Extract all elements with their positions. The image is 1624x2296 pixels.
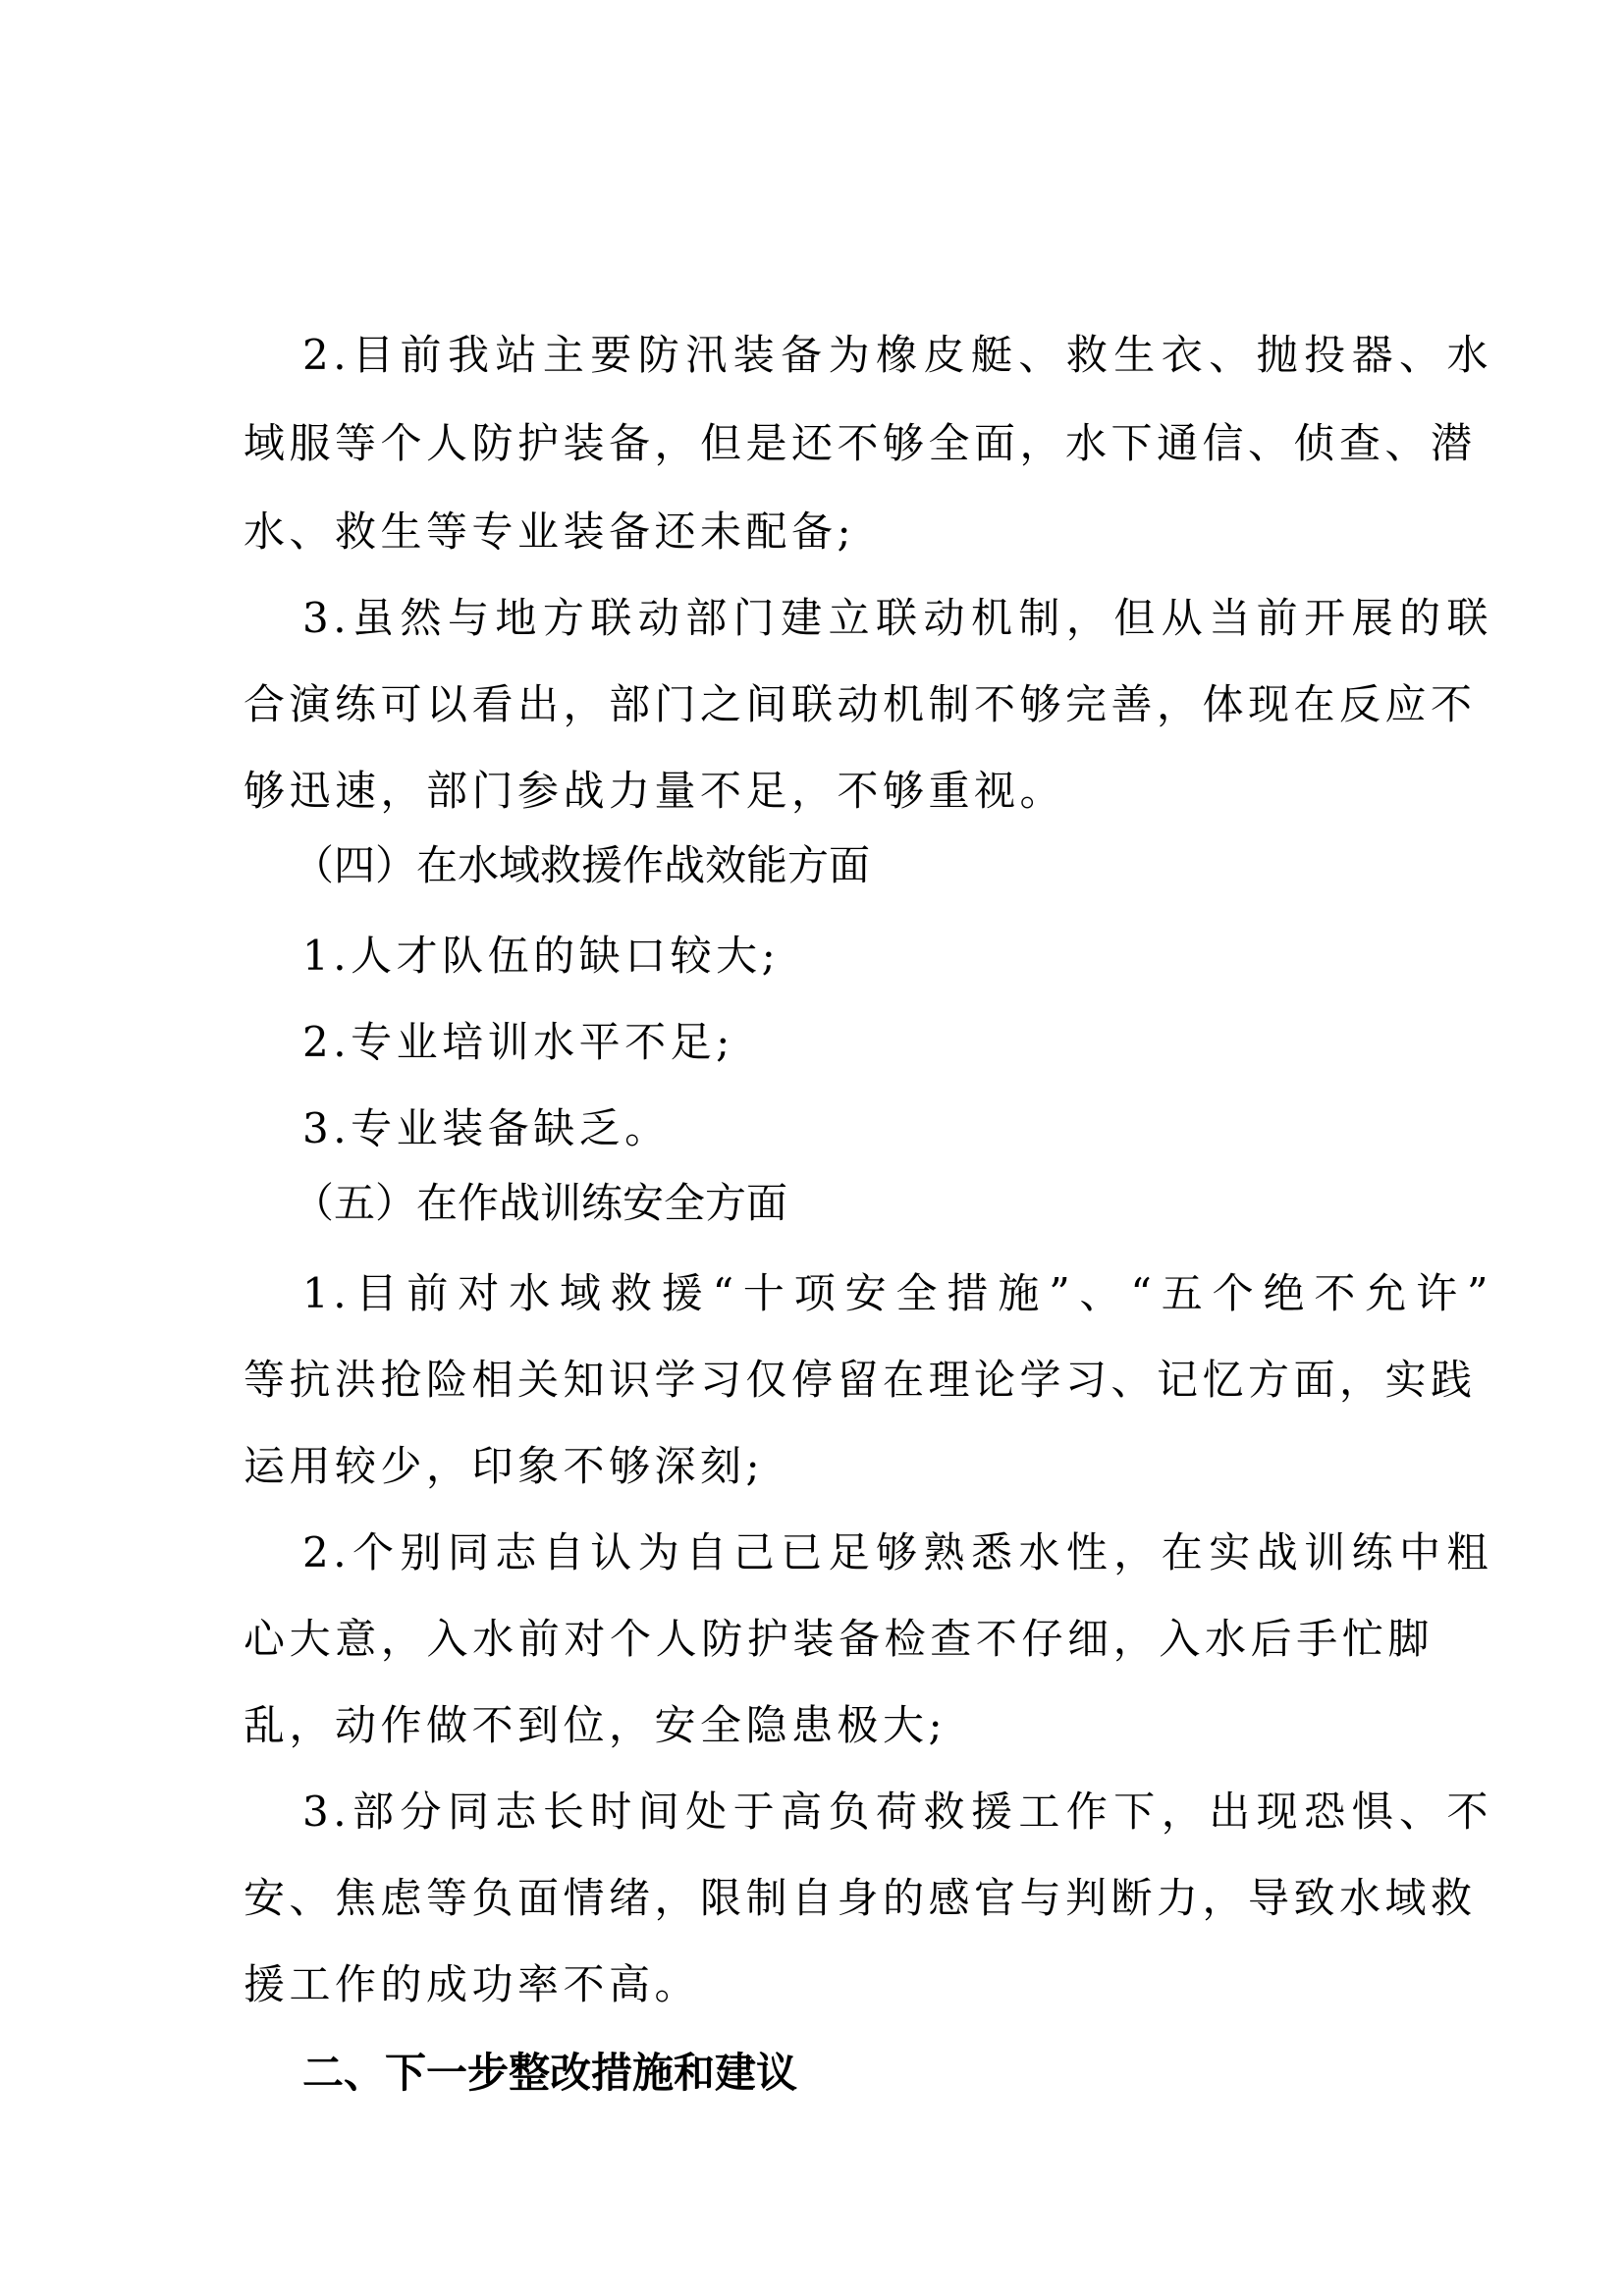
paragraph-equipment-line-1: 2.目前我站主要防汛装备为橡皮艇、救生衣、抛投器、水	[302, 331, 1492, 379]
paragraph-safety-3-line-3: 援工作的成功率不高。	[244, 1960, 701, 2008]
section-heading-next-steps: 二、下一步整改措施和建议	[302, 2049, 798, 2097]
paragraph-safety-2-line-3: 乱，动作做不到位，安全隐患极大;	[244, 1701, 947, 1749]
paragraph-safety-3-line-1: 3.部分同志长时间处于高负荷救援工作下，出现恐惧、不	[302, 1788, 1492, 1836]
paragraph-safety-2-line-2: 心大意，入水前对个人防护装备检查不仔细，入水后手忙脚	[244, 1615, 1434, 1663]
paragraph-safety-2-line-1: 2.个别同志自认为自己已足够熟悉水性，在实战训练中粗	[302, 1528, 1492, 1576]
paragraph-safety-1-line-2: 等抗洪抢险相关知识学习仅停留在理论学习、记忆方面，实践	[244, 1356, 1477, 1404]
paragraph-safety-1-line-3: 运用较少，印象不够深刻;	[244, 1442, 765, 1490]
paragraph-coordination-line-2: 合演练可以看出，部门之间联动机制不够完善，体现在反应不	[244, 680, 1477, 728]
paragraph-safety-1-line-1: 1.目前对水域救援“十项安全措施”、“五个绝不允许”	[302, 1269, 1492, 1317]
section-heading-5: （五）在作战训练安全方面	[293, 1179, 788, 1227]
section-heading-4: （四）在水域救援作战效能方面	[293, 841, 871, 889]
paragraph-equipment-line-2: 域服等个人防护装备，但是还不够全面，水下通信、侦查、潜	[244, 419, 1477, 467]
paragraph-coordination-line-3: 够迅速，部门参战力量不足，不够重视。	[244, 767, 1066, 815]
paragraph-equipment-line-3: 水、救生等专业装备还未配备;	[244, 507, 856, 556]
list-item-training: 2.专业培训水平不足;	[302, 1018, 734, 1066]
paragraph-coordination-line-1: 3.虽然与地方联动部门建立联动机制，但从当前开展的联	[302, 594, 1492, 642]
paragraph-safety-3-line-2: 安、焦虑等负面情绪，限制自身的感官与判断力，导致水域救	[244, 1874, 1477, 1922]
list-item-talent: 1.人才队伍的缺口较大;	[302, 932, 781, 980]
list-item-equipment: 3.专业装备缺乏。	[302, 1104, 671, 1152]
